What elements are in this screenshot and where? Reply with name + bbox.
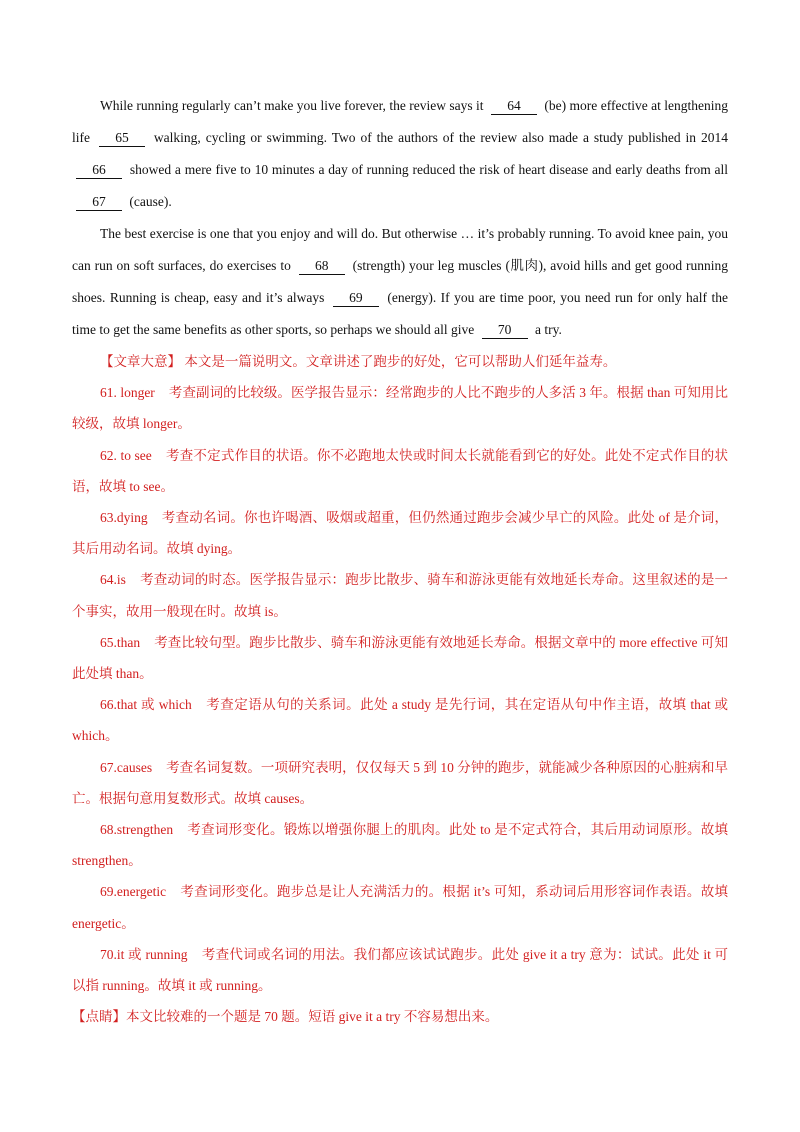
answer-blank: 70 [482, 322, 528, 339]
answer-blank: 67 [76, 194, 122, 211]
answer-explanation [72, 564, 728, 626]
answer-text: 考查名词复数。一项研究表明，仅仅每天 5 到 10 分钟的跑步，就能减少各种原因的心脏病和早亡。根据句意用复数形式。故填 causes。 [72, 759, 728, 806]
answer-blank: 65 [99, 130, 145, 147]
answer-blank: 66 [76, 162, 122, 179]
answer-text: 考查动名词。你也许喝酒、吸烟或超重，但仍然通过跑步会减少早亡的风险。此处 of 是介词，其后用动名词。故填 dying。 [72, 510, 728, 557]
answer-number: 65.than [100, 634, 141, 650]
document-page [72, 90, 728, 1032]
summary: 【文章大意】 本文是一篇说明文。文章讲述了跑步的好处，它可以帮助人们延年益寿。 [100, 354, 617, 369]
answer-number: 61. longer [100, 385, 155, 401]
answer-text: 考查比较句型。跑步比散步、骑车和游泳更能有效地延长寿命。根据文章中的 more effective 可知此处填 than。 [72, 634, 728, 682]
passage [72, 90, 728, 346]
dianjing-note: 【点睛】本文比较难的一个题是 70 题。短语 give it a try 不容易想出来。 [72, 1009, 499, 1025]
answer-explanation [72, 939, 728, 1001]
answer-explanation [72, 689, 728, 751]
answer-number: 64.is [100, 572, 126, 588]
answer-blank: 69 [333, 290, 379, 307]
answer-explanation [72, 502, 728, 564]
answer-text: 考查词形变化。锻炼以增强你腿上的肌肉。此处 to 是不定式符合，其后用动词原形。故填 strengthen。 [72, 822, 728, 869]
passage-text: (strength) your leg muscles (肌肉), avoid hills and get good running shoes. Running is cheap, easy and it’s always [72, 258, 729, 305]
answer-text: 考查副词的比较级。医学报告显示：经常跑步的人比不跑步的人多活 3 年。根据 than 可知用比较级，故填 longer。 [72, 385, 728, 432]
answer-explanation [72, 814, 728, 876]
passage-text: (cause). [129, 194, 172, 209]
passage-paragraph [72, 218, 728, 346]
answer-text: 考查代词或名词的用法。我们都应该试试跑步。此处 give it a try 意为：试试。此处 it 可以指 running。故填 it 或 running。 [72, 946, 729, 994]
answer-explanation [72, 440, 728, 502]
answer-number: 62. to see [100, 447, 152, 463]
answer-text: 考查动词的时态。医学报告显示：跑步比散步、骑车和游泳更能有效地延长寿命。这里叙述的是一个事实，故用一般现在时。故填 is。 [72, 572, 728, 619]
answer-blank: 68 [299, 258, 345, 275]
answer-number: 63.dying [100, 510, 148, 526]
passage-text: a try. [535, 322, 562, 337]
answer-number: 70.it 或 running [100, 946, 188, 962]
answer-number: 67.causes [100, 759, 153, 775]
answer-number: 68.strengthen [100, 822, 174, 838]
passage-text: showed a mere five to 10 minutes a day of running reduced the risk of heart disease and early deaths from all [129, 162, 728, 177]
answer-number: 69.energetic [100, 884, 167, 900]
passage-text: The best exercise is one that you enjoy and will do. But otherwise … it’s probably running. To avoid knee pain, you can run on soft surfaces, do exercises to [72, 226, 728, 273]
answer-explanation [72, 752, 728, 814]
passage-paragraph [72, 90, 728, 218]
passage-text: (energy). If you are time poor, you need run for only half the time to get the same benefits as other sports, so perhaps we should all give [72, 290, 729, 337]
passage-text: (be) more effective at lengthening life [72, 98, 728, 145]
passage-text: While running regularly can’t make you live forever, the review says it [100, 98, 484, 113]
answer-text: 考查词形变化。跑步总是让人充满活力的。根据 it’s 可知，系动词后用形容词作表语。故填 energetic。 [72, 884, 728, 931]
passage-text: walking, cycling or swimming. Two of the authors of the review also made a study published in 2014 [153, 130, 729, 145]
answer-text: 考查不定式作目的状语。你不必跑地太快或时间太长就能看到它的好处。此处不定式作目的状语，故填 to see。 [72, 447, 728, 494]
answer-explanation [72, 377, 728, 439]
answer-list [72, 377, 728, 1001]
answer-blank: 64 [491, 98, 537, 115]
answer-number: 66.that 或 which [100, 697, 192, 713]
answer-text: 考查定语从句的关系词。此处 a study 是先行词，其在定语从句中作主语，故填 that 或 which。 [72, 697, 728, 744]
answer-explanation [72, 627, 728, 689]
answer-explanation [72, 876, 728, 938]
